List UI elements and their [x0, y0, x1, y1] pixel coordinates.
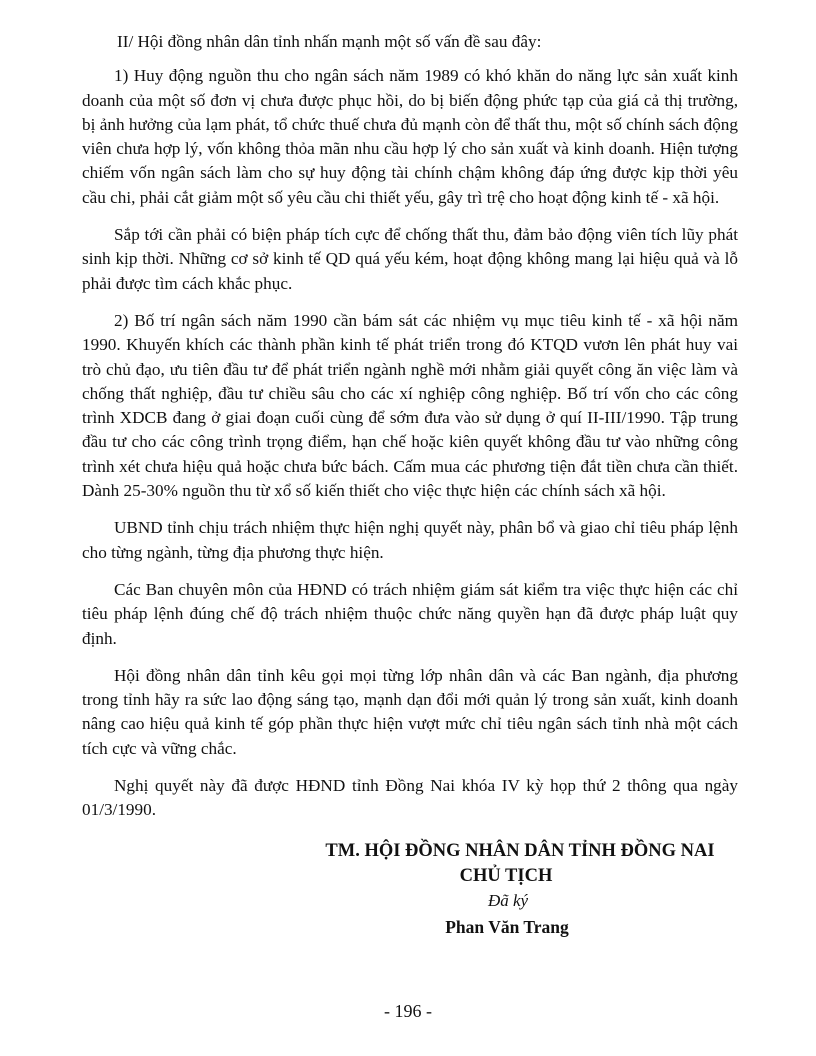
signatory-name: Phan Văn Trang	[445, 917, 569, 937]
section-heading: II/ Hội đồng nhân dân tỉnh nhấn mạnh một số vấn đề sau đây:	[117, 32, 542, 51]
document-body	[82, 30, 738, 823]
paragraph-ubnd-responsibility: UBND tỉnh chịu trách nhiệm thực hiện nghị quyết này, phân bổ và giao chỉ tiêu pháp lệnh cho từng ngành, từng địa phương thực hiện.	[82, 518, 738, 562]
signature-title: CHỦ TỊCH	[459, 866, 553, 886]
signature-signed-note: Đã ký	[487, 891, 529, 910]
paragraph-adoption: Nghị quyết này đã được HĐND tỉnh Đồng Nai khóa IV kỳ họp thứ 2 thông qua ngày 01/3/1990.	[82, 776, 738, 820]
paragraph-budget-revenue: 1) Huy động nguồn thu cho ngân sách năm 1989 có khó khăn do năng lực sản xuất kinh doanh của một số đơn vị chưa được phục hồi, do bị biến động phức tạp của giá cả thị trường, bị ảnh hưởng của lạm phát, tổ chức thuế chưa đủ mạnh còn để thất thu, một số chính sách động viên chưa hợp lý, vốn không thỏa mãn nhu cầu hợp lý cho sản xuất và kinh doanh. Hiện tượng chiếm vốn ngân sách làm cho sự huy động tài chính chậm không đáp ứng được kịp thời yêu cầu chi, phải cắt giảm một số yêu cầu chi thiết yếu, gây trì trệ cho hoạt động kinh tế - xã hội.	[82, 66, 738, 207]
paragraph-appeal: Hội đồng nhân dân tỉnh kêu gọi mọi từng lớp nhân dân và các Ban ngành, địa phương trong tỉnh hãy ra sức lao động sáng tạo, mạnh dạn đổi mới quản lý trong sản xuất, kinh doanh nâng cao hiệu quả kinh tế góp phần thực hiện vượt mức chỉ tiêu ngân sách tỉnh nhà một cách tích cực và vững chắc.	[82, 665, 738, 758]
paragraph-hdnd-committees: Các Ban chuyên môn của HĐND có trách nhiệm giám sát kiểm tra việc thực hiện các chỉ tiêu pháp lệnh đúng chế độ trách nhiệm thuộc chức năng quyền hạn đã được pháp luật quy định.	[82, 579, 738, 648]
paragraph-anti-loss-measures: Sắp tới cần phải có biện pháp tích cực để chống thất thu, đảm bảo động viên tích lũy phát sinh kịp thời. Những cơ sở kinh tế QD quá yếu kém, hoạt động không mang lại hiệu quả và lỗ phải được tìm cách khắc phục.	[82, 225, 738, 293]
page-number: - 196 -	[384, 1001, 432, 1021]
signature-block	[300, 838, 740, 940]
signature-organization: TM. HỘI ĐỒNG NHÂN DÂN TỈNH ĐỒNG NAI	[325, 841, 715, 861]
paragraph-budget-allocation: 2) Bố trí ngân sách năm 1990 cần bám sát các nhiệm vụ mục tiêu kinh tế - xã hội năm 1990. Khuyến khích các thành phần kinh tế phát triển trong đó KTQD vươn lên phát huy vai trò chủ đạo, ưu tiên đầu tư để phát triển ngành nghề mới nhằm giải quyết công ăn việc làm và chống thất nghiệp, đầu tư chiều sâu cho các xí nghiệp công nghiệp. Bố trí vốn cho các công trình XDCB đang ở giai đoạn cuối cùng để sớm đưa vào sử dụng ở quí II-III/1990. Tập trung đầu tư cho các công trình trọng điểm, hạn chế hoặc kiên quyết không đầu tư vào những công trình xét chưa hiệu quả hoặc chưa bức bách. Cấm mua các phương tiện đắt tiền chưa cần thiết. Dành 25-30% nguồn thu từ xổ số kiến thiết cho việc thực hiện các chính sách xã hội.	[82, 310, 738, 501]
